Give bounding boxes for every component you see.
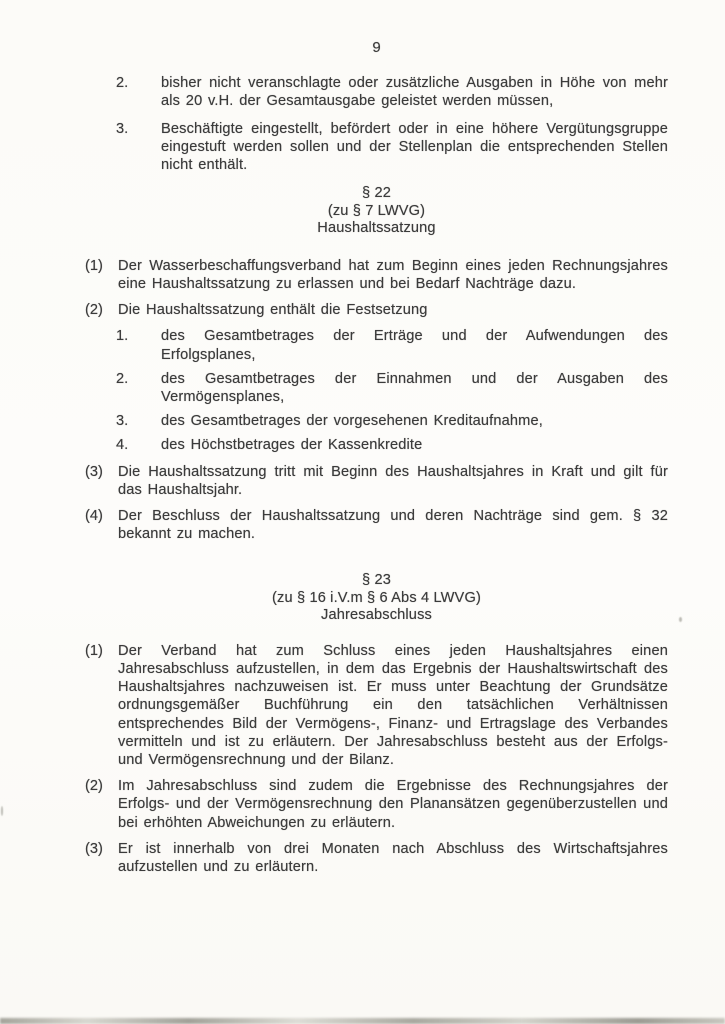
- list-item: [116, 370, 668, 406]
- scan-edge-artifact: [0, 1018, 725, 1024]
- list-item-text: bisher nicht veranschlagte oder zusätzliche Ausgaben in Höhe von mehr als 20 v.H. der Gesamtausgabe geleistet werden müssen,: [161, 75, 668, 110]
- list-item-text: des Höchstbetrages der Kassenkredite: [161, 437, 423, 454]
- paragraph-marker: (2): [85, 302, 103, 319]
- paragraph-marker: (3): [85, 463, 103, 480]
- paragraph-text: Die Haushaltssatzung tritt mit Beginn des Haushaltsjahres in Kraft und gilt für das Haushaltsjahr.: [118, 463, 668, 498]
- page-number: 9: [372, 39, 381, 56]
- paragraph: [85, 840, 668, 876]
- list-item: [116, 74, 668, 110]
- section-reference: (zu § 16 i.V.m § 6 Abs 4 LWVG): [272, 589, 481, 606]
- list-item-marker: 3.: [116, 120, 129, 137]
- scan-speck: [679, 617, 682, 622]
- paragraph-marker: (1): [85, 257, 103, 274]
- paragraph: [85, 642, 668, 769]
- section-title: Haushaltssatzung: [317, 220, 436, 237]
- section-heading-22: [85, 185, 668, 238]
- list-item-marker: 1.: [116, 328, 129, 345]
- paragraph: [85, 463, 668, 499]
- paragraph-marker: (1): [85, 642, 103, 659]
- section-number: § 22: [361, 185, 391, 202]
- paragraph: [85, 777, 668, 832]
- list-item: [116, 412, 668, 430]
- paragraph-text: Im Jahresabschluss sind zudem die Ergebnisse des Rechnungsjahres der Erfolgs- und der Vermögensrechnung den Planansätzen gegenüberzustellen und bei erhöhten Abweichungen zu erläutern.: [118, 778, 668, 831]
- sub-list: [85, 327, 668, 454]
- section-heading-23: [85, 572, 668, 625]
- list-item: [116, 327, 668, 363]
- list-item-marker: 3.: [116, 413, 129, 430]
- list-item-text: Beschäftigte eingestellt, befördert oder in eine höhere Vergütungsgruppe eingestuft werden sollen und der Stellenplan die entsprechenden Stellen nicht enthält.: [161, 120, 668, 174]
- paragraph-text: Der Wasserbeschaffungsverband hat zum Beginn eines jeden Rechnungsjahres eine Haushaltssatzung zu erlassen und bei Bedarf Nachträge dazu.: [118, 257, 668, 292]
- paragraph-text: Der Verband hat zum Schluss eines jeden Haushaltsjahres einen Jahresabschluss aufzustellen, in dem das Ergebnis der Haushaltswirtschaft des Haushaltsjahres nachzuweisen ist. Er muss unter Beachtung der Grundsätze ordnungsgemäßer Buchführung ein den tatsächlichen Verhältnissen entsprechendes Bild der Vermögens-, Finanz- und Ertragslage des Verbandes vermitteln und ist zu erläutern. Der Jahresabschluss besteht aus der Erfolgs- und Vermögensrechnung und der Bilanz.: [118, 642, 668, 769]
- paragraph-marker: (3): [85, 840, 103, 857]
- paragraph: [85, 507, 668, 543]
- paragraph-marker: (4): [85, 507, 103, 524]
- section-number: § 23: [361, 572, 391, 589]
- list-item-marker: 4.: [116, 437, 129, 454]
- list-item-marker: 2.: [116, 75, 129, 92]
- list-item: [116, 120, 668, 175]
- paragraph-text: Er ist innerhalb von drei Monaten nach Abschluss des Wirtschaftsjahres aufzustellen und zu erläutern.: [118, 840, 668, 876]
- section-title: Jahresabschluss: [321, 607, 432, 624]
- list-item-text: des Gesamtbetrages der vorgesehenen Kreditaufnahme,: [161, 413, 543, 430]
- list-item-text: des Gesamtbetrages der Einnahmen und der Ausgaben des Vermögensplanes,: [161, 370, 668, 405]
- paragraph-text: Der Beschluss der Haushaltssatzung und deren Nachträge sind gem. § 32 bekannt zu machen.: [118, 507, 668, 543]
- list-item: [116, 436, 668, 454]
- section-reference: (zu § 7 LWVG): [327, 202, 426, 219]
- scan-speck: [1, 806, 3, 816]
- paragraph-text: Die Haushaltssatzung enthält die Festsetzung: [118, 302, 428, 319]
- list-item-marker: 2.: [116, 370, 129, 387]
- paragraph-marker: (2): [85, 778, 103, 795]
- list-item-text: des Gesamtbetrages der Erträge und der Aufwendungen des Erfolgsplanes,: [161, 328, 668, 363]
- paragraph: [85, 301, 668, 319]
- paragraph: [85, 257, 668, 293]
